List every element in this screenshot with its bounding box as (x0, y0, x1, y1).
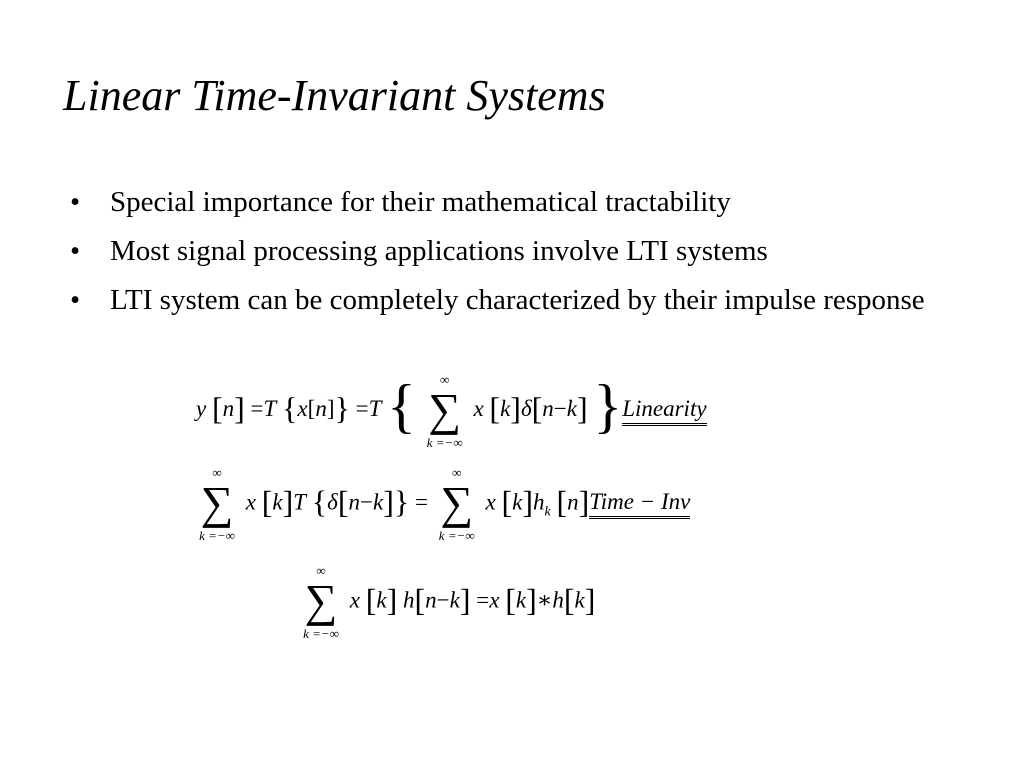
eq-symbol: k (373, 489, 384, 515)
eq-symbol: k (515, 587, 527, 613)
eq-operator: − (360, 489, 373, 515)
eq-operator: = (250, 396, 264, 421)
sigma-symbol: ∑ (440, 477, 474, 528)
sum-lower-limit: k =−∞ (199, 528, 235, 543)
eq-symbol: h (403, 587, 415, 613)
time-invariance-label: Time − Inv (589, 489, 690, 519)
convolution-operator: ∗ (536, 587, 553, 613)
sum-upper-limit: ∞ (440, 371, 450, 387)
linearity-label: Linearity (622, 396, 706, 426)
eq-symbol: x (473, 396, 484, 421)
eq-symbol: T (263, 396, 277, 421)
bullet-item (70, 280, 950, 320)
eq-symbol: x (485, 489, 496, 515)
eq-symbol: δ (520, 396, 532, 421)
summation (298, 564, 344, 640)
eq-symbol: n (222, 396, 235, 421)
sigma-symbol: ∑ (428, 383, 462, 435)
eq-operator: − (553, 396, 567, 421)
eq-symbol: δ (327, 489, 338, 515)
eq-symbol: x (349, 587, 360, 613)
eq-symbol: n (567, 489, 579, 515)
eq-symbol: n (542, 396, 554, 421)
eq-operator: = (355, 396, 369, 421)
bullet-item (70, 231, 950, 271)
bullet-list (70, 182, 950, 329)
bullet-text: LTI system can be completely characterized by their impulse response (110, 284, 925, 316)
equation-time-invariance: ∞ ∑ k =−∞ x [k]T {δ[n−k]} = ∞ ∑ k =−∞ x $[k]h_k$ [n]Time − Inv (194, 466, 690, 542)
eq-symbol: x (489, 587, 500, 613)
eq-symbol: h (532, 489, 545, 515)
eq-symbol: T (368, 396, 382, 421)
summation (422, 373, 468, 449)
eq-symbol: k (376, 587, 387, 613)
summation (434, 466, 480, 542)
sigma-symbol: ∑ (304, 575, 338, 626)
eq-symbol: k (449, 587, 460, 613)
bullet-text: Most signal processing applications involve LTI systems (110, 235, 768, 267)
bullet-dot: • (70, 284, 81, 316)
eq-operator: = (476, 587, 490, 613)
bullet-item (70, 182, 950, 222)
eq-symbol: n (315, 396, 327, 421)
bullet-dot: • (70, 186, 81, 218)
sigma-symbol: ∑ (200, 477, 234, 528)
eq-operator: − (436, 587, 450, 613)
eq-symbol: x (297, 396, 308, 421)
equation-convolution: ∞ ∑ k =−∞ x [k] h[n−k] =x [k]∗h[k] (298, 564, 595, 640)
equation-linearity: y [n] =T {x[n]} =T { ∞ ∑ k =−∞ x [k]δ[n−k] }Linearity (196, 371, 707, 450)
eq-operator: = (414, 489, 428, 515)
bullet-text: Special importance for their mathematical tractability (110, 186, 731, 218)
sum-upper-limit: ∞ (452, 465, 462, 480)
eq-symbol: h (552, 587, 564, 613)
eq-subscript: k (544, 504, 551, 520)
eq-symbol: y (196, 396, 207, 421)
sum-lower-limit: k =−∞ (426, 434, 463, 450)
eq-symbol: k (272, 489, 283, 515)
eq-symbol: n (348, 489, 361, 515)
bullet-dot: • (70, 235, 81, 267)
eq-symbol: n (425, 587, 437, 613)
sum-lower-limit: k =−∞ (438, 528, 475, 543)
sum-lower-limit: k =−∞ (303, 626, 339, 641)
sum-upper-limit: ∞ (316, 563, 326, 578)
summation (194, 466, 240, 542)
eq-symbol: T (293, 489, 307, 515)
eq-symbol: k (500, 396, 511, 421)
eq-symbol: k (512, 489, 523, 515)
slide-title: Linear Time-Invariant Systems (63, 71, 606, 120)
eq-symbol: k (566, 396, 577, 421)
sum-upper-limit: ∞ (212, 465, 222, 480)
eq-symbol: k (574, 587, 585, 613)
eq-symbol: x (245, 489, 256, 515)
